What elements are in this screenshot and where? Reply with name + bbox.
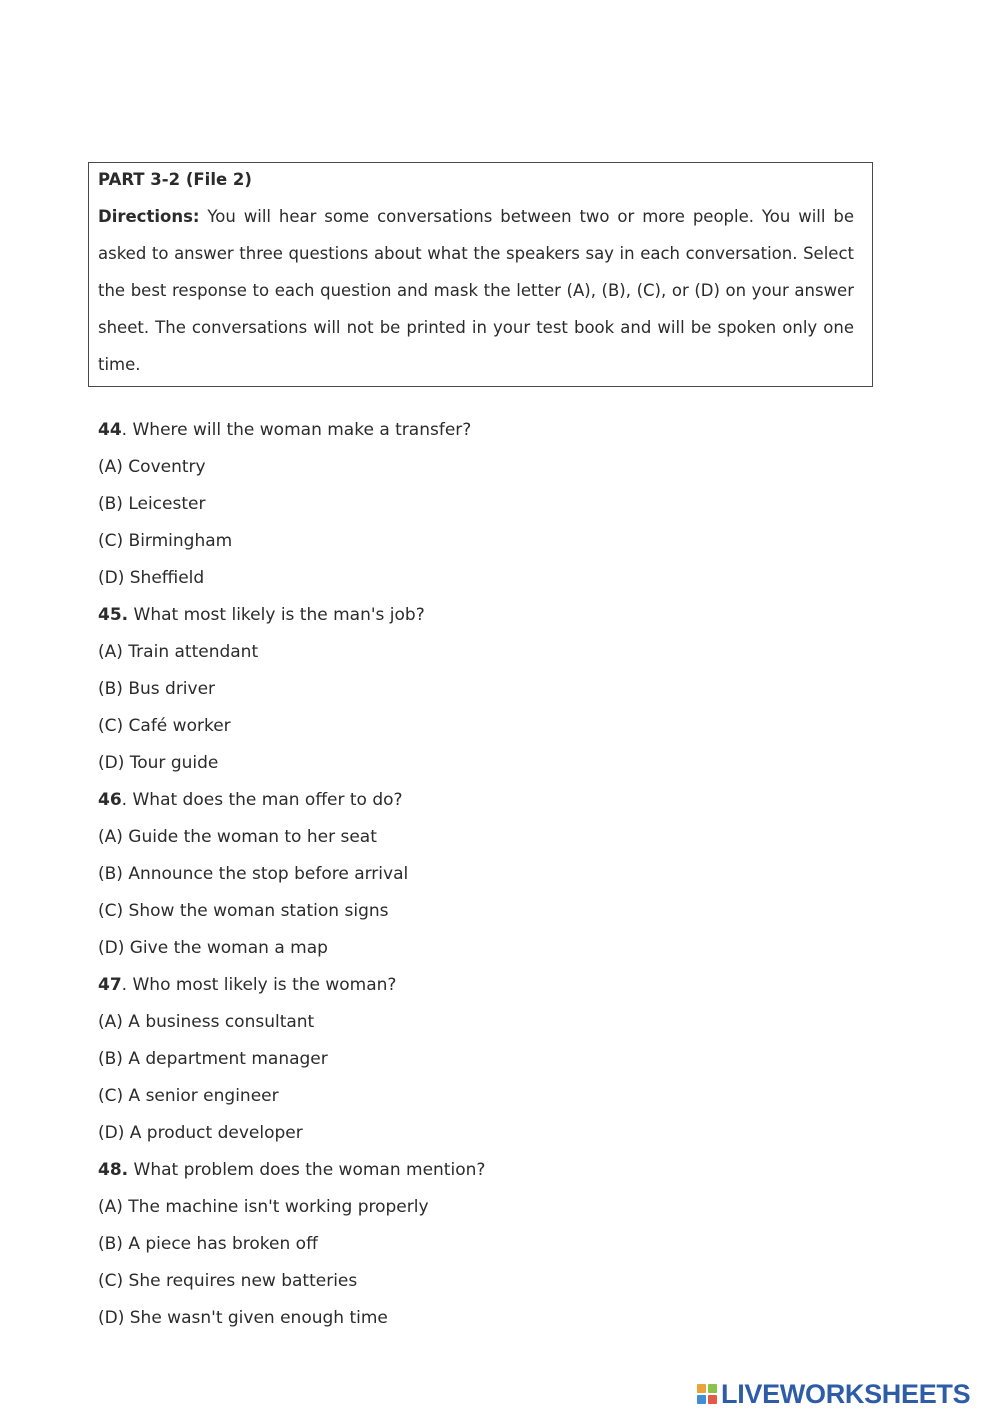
question-48	[98, 1152, 858, 1189]
question-text: What most likely is the man's job?	[128, 605, 425, 625]
liveworksheets-wordmark: LIVEWORKSHEETS	[721, 1378, 971, 1409]
option-44-d: (D) Sheffield	[98, 568, 205, 588]
liveworksheets-watermark[interactable]	[697, 1378, 970, 1410]
option-44-c: (C) Birmingham	[98, 531, 233, 551]
option-44-a: (A) Coventry	[98, 457, 206, 477]
option-48-c: (C) She requires new batteries	[98, 1271, 358, 1291]
option-48-a: (A) The machine isn't working properly	[98, 1197, 429, 1217]
option-45-d: (D) Tour guide	[98, 753, 219, 773]
option-45-b: (B) Bus driver	[98, 679, 216, 699]
option-44-b: (B) Leicester	[98, 494, 206, 514]
option-47-b: (B) A department manager	[98, 1049, 328, 1069]
question-text: . Who most likely is the woman?	[121, 975, 397, 995]
question-number: 45.	[98, 605, 129, 625]
question-text: . Where will the woman make a transfer?	[121, 420, 472, 440]
option-45-c: (C) Café worker	[98, 716, 231, 736]
question-number: 46	[98, 790, 122, 810]
question-number: 48.	[98, 1160, 129, 1180]
directions-paragraph	[98, 198, 854, 383]
directions-text: You will hear some conversations between two or more people. You will be asked to answer three questions about what the speakers say in each conversation. Select the best response to each question and mask the letter (A), (B), (C), or (D) on your answer sheet. The conversations will not be printed in your test book and will be spoken only one time.	[98, 207, 854, 374]
option-45-a: (A) Train attendant	[98, 642, 259, 662]
question-text: What problem does the woman mention?	[128, 1160, 486, 1180]
question-list	[98, 412, 858, 1337]
question-44	[98, 412, 858, 449]
logo-square-icon	[708, 1395, 717, 1404]
question-46	[98, 782, 858, 819]
option-46-c: (C) Show the woman station signs	[98, 901, 389, 921]
logo-square-icon	[708, 1384, 717, 1393]
question-45	[98, 597, 858, 634]
option-46-b: (B) Announce the stop before arrival	[98, 864, 409, 884]
question-47	[98, 967, 858, 1004]
liveworksheets-logo-icon	[697, 1384, 717, 1404]
question-number: 44	[98, 420, 122, 440]
logo-square-icon	[697, 1395, 706, 1404]
option-46-d: (D) Give the woman a map	[98, 938, 328, 958]
option-47-a: (A) A business consultant	[98, 1012, 315, 1032]
option-48-b: (B) A piece has broken off	[98, 1234, 318, 1254]
directions-box	[88, 162, 873, 387]
option-48-d: (D) She wasn't given enough time	[98, 1308, 388, 1328]
part-title: PART 3-2 (File 2)	[98, 170, 252, 189]
option-47-d: (D) A product developer	[98, 1123, 303, 1143]
option-46-a: (A) Guide the woman to her seat	[98, 827, 377, 847]
logo-square-icon	[697, 1384, 706, 1393]
question-number: 47	[98, 975, 122, 995]
question-text: . What does the man offer to do?	[121, 790, 403, 810]
option-47-c: (C) A senior engineer	[98, 1086, 279, 1106]
directions-label: Directions:	[98, 207, 200, 226]
